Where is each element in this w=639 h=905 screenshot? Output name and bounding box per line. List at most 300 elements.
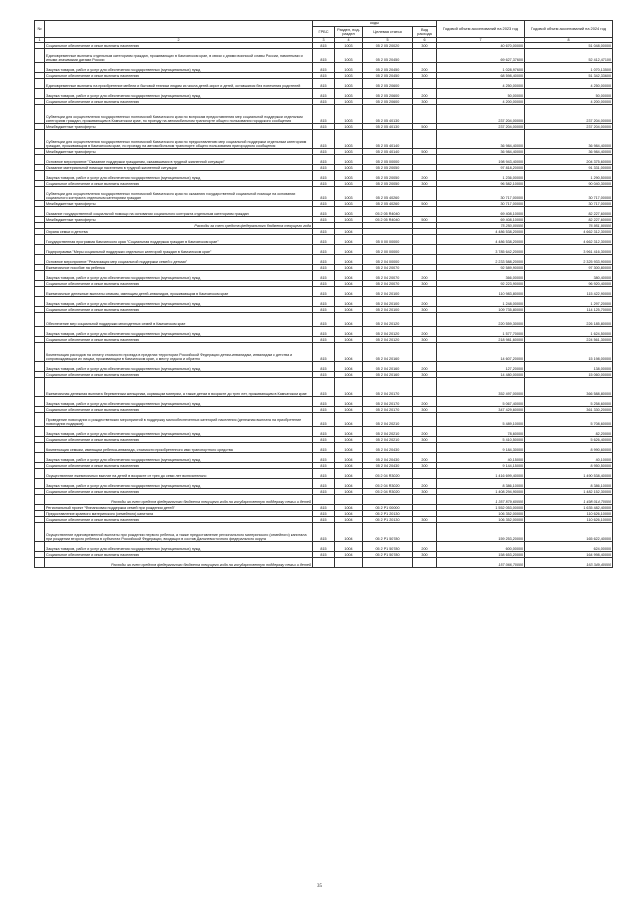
row-section-cell: 1004	[335, 245, 363, 255]
row-name-cell: Закупка товаров, работ и услуг для обеспечения государственных (муниципальных) нужд	[45, 89, 313, 99]
row-2024-cell: 82,20000	[525, 427, 613, 437]
row-section-cell: 1004	[335, 255, 363, 265]
row-exptype-cell	[413, 343, 437, 362]
row-grbs-cell: 815	[313, 171, 335, 181]
table-row	[35, 187, 613, 201]
row-grbs-cell: 815	[313, 523, 335, 542]
row-exptype-cell: 300	[413, 489, 437, 495]
row-2024-cell: 5 708,60000	[525, 413, 613, 427]
row-grbs-cell: 815	[313, 437, 335, 443]
row-section-cell: 1004	[335, 463, 363, 469]
row-2023-cell: 30 717,00000	[437, 187, 525, 201]
row-name-cell: Межбюджетные трансферты	[45, 217, 313, 223]
row-exptype-cell	[413, 255, 437, 265]
table-row	[35, 558, 613, 568]
row-section-cell: 1004	[335, 307, 363, 313]
row-name-cell: Обеспечение мер социальной поддержки многодетных семей в Камчатском крае	[45, 313, 313, 327]
row-name-cell: Закупка товаров, работ и услуг для обеспечения государственных (муниципальных) нужд	[45, 453, 313, 463]
row-2024-cell: 4 200,00000	[525, 99, 613, 105]
row-2024-cell: 366 588,80000	[525, 378, 613, 397]
row-name-cell: Проведение новогодних и рождественских мероприятий в поддержку малообеспеченных категорий населения (денежная выплата на приобретение новогодних подарков)	[45, 413, 313, 427]
table-row	[35, 453, 613, 463]
row-name-cell: Оказание государственной социальной помощи на основании социального контракта отдельным категориям граждан	[45, 207, 313, 217]
row-exptype-cell	[413, 378, 437, 397]
row-2023-cell: 600,00000	[437, 542, 525, 552]
row-name-cell: Закупка товаров, работ и услуг для обеспечения государственных (муниципальных) нужд	[45, 427, 313, 437]
row-2024-cell: 1 635 482,40000	[525, 505, 613, 511]
row-target-cell: 05 2 04 20430	[363, 443, 413, 453]
row-target-cell: 05 2 04 20160	[363, 362, 413, 372]
row-target-cell: 05 2 04 20120	[363, 337, 413, 343]
row-exptype-cell	[413, 235, 437, 245]
row-grbs-cell: 815	[313, 281, 335, 287]
row-exptype-cell: 300	[413, 43, 437, 49]
row-section-cell: 1004	[335, 362, 363, 372]
row-2024-cell: 96 920,40000	[525, 281, 613, 287]
row-2023-cell: 14 607,20000	[437, 343, 525, 362]
row-target-cell: 05 2 05 20450	[363, 73, 413, 79]
row-name-cell: Единовременные выплаты на приобретение мебели и бытовой техники людям из числа детей-сирот и детей, оставшихся без попечения родителей	[45, 79, 313, 89]
row-exptype-cell: 300	[413, 99, 437, 105]
row-target-cell: 05 2 04 R3020	[363, 479, 413, 489]
row-name-cell: Расходы за счет средств федерального бюджета текущего года на государственную поддержку семьи и детей	[45, 495, 313, 505]
row-name-cell: Субвенции для осуществления государственных полномочий Камчатского края по оказанию государственной социальной помощи на основании социального контракта отдельным категориям граждан	[45, 187, 313, 201]
row-exptype-cell	[413, 155, 437, 165]
row-exptype-cell: 200	[413, 297, 437, 307]
row-2024-cell: 237 204,00000	[525, 105, 613, 124]
row-target-cell: 05 2 05 40130	[363, 124, 413, 130]
row-no-cell	[35, 297, 45, 307]
row-2024-cell: 52 412,47100	[525, 49, 613, 63]
row-exptype-cell: 300	[413, 463, 437, 469]
row-2024-cell: 82 227,60000	[525, 207, 613, 217]
row-2023-cell: 106 352,00000	[437, 517, 525, 523]
row-exptype-cell: 500	[413, 201, 437, 207]
row-exptype-cell: 200	[413, 453, 437, 463]
row-section-cell: 1004	[335, 235, 363, 245]
row-name-cell: Субвенции для осуществления государственных полномочий Камчатского края по вопросам предоставления мер социальной поддержки отдельным категориям граждан, проживающим в Камчатском крае, по проезду на автомобильном транспорте общего пользования городского сообщения	[45, 105, 313, 124]
row-target-cell: 05 2 04 20070	[363, 265, 413, 271]
row-2023-cell: 40 670,00000	[437, 43, 525, 49]
row-2023-cell: 109 735,80000	[437, 307, 525, 313]
row-name-cell: Социальное обеспечение и иные выплаты населению	[45, 281, 313, 287]
row-grbs-cell: 815	[313, 187, 335, 201]
row-2023-cell: 9 144,15000	[437, 463, 525, 469]
row-2023-cell: 237 204,00000	[437, 105, 525, 124]
row-2024-cell: 36 984,40000	[525, 149, 613, 155]
row-section-cell: 1003	[335, 187, 363, 201]
row-no-cell	[35, 245, 45, 255]
row-grbs-cell: 815	[313, 297, 335, 307]
row-exptype-cell: 300	[413, 307, 437, 313]
table-row	[35, 327, 613, 337]
col-number: 3	[313, 38, 335, 43]
row-2023-cell: 14 480,00000	[437, 372, 525, 378]
row-grbs-cell: 815	[313, 453, 335, 463]
row-2024-cell: 110 626,10000	[525, 517, 613, 523]
row-2024-cell: 1 297,20000	[525, 297, 613, 307]
row-section-cell: 1003	[335, 165, 363, 171]
row-exptype-cell: 200	[413, 63, 437, 73]
row-2023-cell: 237 204,00000	[437, 124, 525, 130]
table-row	[35, 255, 613, 265]
row-grbs-cell: 815	[313, 463, 335, 469]
row-target-cell: 05 2 04 R3020	[363, 469, 413, 479]
table-row	[35, 155, 613, 165]
row-target-cell	[363, 495, 413, 505]
row-2023-cell: 30 717,00000	[437, 201, 525, 207]
row-no-cell	[35, 327, 45, 337]
row-no-cell	[35, 313, 45, 327]
row-target-cell: 05 2 04 20160	[363, 343, 413, 362]
row-2024-cell: 165 622,40000	[525, 523, 613, 542]
row-2024-cell: 138,00000	[525, 362, 613, 372]
row-2024-cell: 163 349,40000	[525, 558, 613, 568]
row-target-cell: 05 2 05 20020	[363, 43, 413, 49]
row-no-cell	[35, 63, 45, 73]
row-2024-cell: 3 961 416,30000	[525, 245, 613, 255]
row-section-cell: 1004	[335, 297, 363, 307]
row-target-cell: 05 2 04 20100	[363, 287, 413, 297]
row-no-cell	[35, 255, 45, 265]
row-exptype-cell	[413, 187, 437, 201]
row-2024-cell: 82 227,60000	[525, 217, 613, 223]
row-name-cell: Компенсация семьям, имеющим ребенка-инвалида, стоимости приобретенного ими транспортного средства	[45, 443, 313, 453]
row-grbs-cell: 815	[313, 130, 335, 149]
row-2023-cell: 366,00000	[437, 271, 525, 281]
row-2023-cell: 96 582,10000	[437, 181, 525, 187]
table-row	[35, 245, 613, 255]
row-2023-cell: 352 497,00000	[437, 378, 525, 397]
row-target-cell: 05 2 05 20050	[363, 171, 413, 181]
row-name-cell: Государственная программа Камчатского края "Социальная поддержка граждан в Камчатском крае"	[45, 235, 313, 245]
row-section-cell: 1003	[335, 105, 363, 124]
row-target-cell: 05 2 P1 00000	[363, 505, 413, 511]
row-grbs-cell: 815	[313, 235, 335, 245]
row-2023-cell: 2 233 588,20000	[437, 255, 525, 265]
col-section-header: Раздел, под-раздел	[335, 27, 363, 38]
row-grbs-cell: 815	[313, 337, 335, 343]
row-exptype-cell	[413, 413, 437, 427]
row-exptype-cell: 200	[413, 171, 437, 181]
row-grbs-cell: 815	[313, 511, 335, 517]
table-row	[35, 235, 613, 245]
row-2023-cell: 3 785 642,20000	[437, 245, 525, 255]
table-row	[35, 287, 613, 297]
row-grbs-cell: 815	[313, 49, 335, 63]
col-number: 6	[413, 38, 437, 43]
row-no-cell	[35, 397, 45, 407]
table-row	[35, 378, 613, 397]
row-grbs-cell: 815	[313, 105, 335, 124]
row-2023-cell: 159 253,20000	[437, 523, 525, 542]
row-exptype-cell: 200	[413, 427, 437, 437]
row-grbs-cell: 815	[313, 89, 335, 99]
row-grbs-cell	[313, 558, 335, 568]
row-no-cell	[35, 443, 45, 453]
row-exptype-cell: 200	[413, 271, 437, 281]
row-2023-cell: 106 352,00000	[437, 511, 525, 517]
row-target-cell: 05 2 05 20600	[363, 89, 413, 99]
row-name-cell: Региональный проект "Финансовая поддержка семей при рождении детей"	[45, 505, 313, 511]
row-target-cell: 05 2 04 20170	[363, 378, 413, 397]
table-row	[35, 271, 613, 281]
row-exptype-cell: 500	[413, 217, 437, 223]
row-exptype-cell	[413, 79, 437, 89]
row-grbs-cell: 815	[313, 443, 335, 453]
row-target-cell: 05 2 04 20120	[363, 327, 413, 337]
row-2023-cell: 198 943,40000	[437, 155, 525, 165]
row-2024-cell: 224 561,30000	[525, 337, 613, 343]
row-section-cell: 1004	[335, 479, 363, 489]
row-target-cell: 05 2 00 00000	[363, 245, 413, 255]
row-grbs-cell: 815	[313, 271, 335, 281]
row-exptype-cell	[413, 245, 437, 255]
row-name-cell: Закупка товаров, работ и услуг для обеспечения государственных (муниципальных) нужд	[45, 362, 313, 372]
row-2024-cell: 4 662 312,30000	[525, 235, 613, 245]
row-2023-cell: 4 200,00000	[437, 99, 525, 105]
row-name-cell: Оказание материальной помощи населению в трудной жизненной ситуации	[45, 165, 313, 171]
row-2023-cell: 5 489,10000	[437, 413, 525, 427]
row-target-cell: 05 2 P1 20130	[363, 511, 413, 517]
row-grbs-cell: 815	[313, 63, 335, 73]
table-row	[35, 443, 613, 453]
row-target-cell: 05 2 P1 50780	[363, 523, 413, 542]
row-target-cell: 05 2 05 40130	[363, 105, 413, 124]
row-name-cell: Ежемесячная денежная выплата беременным женщинам, кормящим матерям, а также детям в возрасте до трех лет, проживающим в Камчатском крае	[45, 378, 313, 397]
row-exptype-cell	[413, 207, 437, 217]
row-exptype-cell: 200	[413, 479, 437, 489]
page-number: 35	[317, 884, 322, 889]
row-2024-cell: 97 300,80000	[525, 265, 613, 271]
row-2023-cell: 36 984,40000	[437, 130, 525, 149]
row-name-cell: Межбюджетные трансферты	[45, 149, 313, 155]
table-row	[35, 130, 613, 149]
row-2023-cell: 69 408,10000	[437, 217, 525, 223]
codes-header: коды	[313, 21, 437, 27]
row-exptype-cell	[413, 105, 437, 124]
row-2024-cell: 1 490 538,40000	[525, 469, 613, 479]
row-section-cell: 1004	[335, 437, 363, 443]
row-no-cell	[35, 343, 45, 362]
row-target-cell: 05 2 05 R4040	[363, 217, 413, 223]
row-exptype-cell: 300	[413, 437, 437, 443]
row-section-cell: 1003	[335, 201, 363, 207]
row-name-cell: Межбюджетные трансферты	[45, 201, 313, 207]
row-2024-cell: 91 331,00000	[525, 165, 613, 171]
row-section-cell: 1003	[335, 63, 363, 73]
table-row	[35, 63, 613, 73]
row-target-cell: 05 2 05 20450	[363, 49, 413, 63]
row-exptype-cell	[413, 523, 437, 542]
row-grbs-cell: 815	[313, 287, 335, 297]
row-section-cell: 1004	[335, 469, 363, 479]
row-no-cell	[35, 479, 45, 489]
row-name-cell: Социальное обеспечение и иные выплаты населению	[45, 407, 313, 413]
row-no-cell	[35, 187, 45, 201]
row-2023-cell: 1 552 053,00000	[437, 505, 525, 511]
row-name-cell: Субвенции для осуществления государственных полномочий Камчатского края по предоставлению мер социальной поддержки отдельным категориям граждан, проживающим в Камчатском крае, по проезду на автомобильном транспорте общего пользования пригородного сообщения	[45, 130, 313, 149]
row-2023-cell: 4 250,00000	[437, 79, 525, 89]
row-name-cell: Осуществление ежемесячных выплат на детей в возрасте от трех до семи лет включительно	[45, 469, 313, 479]
row-target-cell: 05 2 05 20600	[363, 79, 413, 89]
row-2023-cell: 1 416 699,40000	[437, 469, 525, 479]
row-exptype-cell: 300	[413, 337, 437, 343]
row-name-cell: Социальное обеспечение и иные выплаты населению	[45, 489, 313, 495]
row-section-cell: 1004	[335, 542, 363, 552]
row-grbs-cell: 815	[313, 552, 335, 558]
row-no-cell	[35, 453, 45, 463]
row-target-cell: 05 2 05 20050	[363, 181, 413, 187]
row-2023-cell: 127,20000	[437, 362, 525, 372]
row-name-cell: Закупка товаров, работ и услуг для обеспечения государственных (муниципальных) нужд	[45, 63, 313, 73]
row-2023-cell: 158 653,20000	[437, 552, 525, 558]
row-name-cell: Ежемесячное пособие на ребенка	[45, 265, 313, 271]
row-2023-cell: 50,00000	[437, 89, 525, 99]
row-section-cell: 1004	[335, 327, 363, 337]
row-2024-cell: 30 717,00000	[525, 201, 613, 207]
row-2024-cell: 226 185,80000	[525, 313, 613, 327]
row-2024-cell: 624,00000	[525, 542, 613, 552]
row-2023-cell: 1 357 879,60000	[437, 495, 525, 505]
row-name-cell: Осуществление единовременной выплаты при рождении первого ребенка, а также предоставление регионального материнского (семейного) капитала при рождении второго ребенка в субъектах Российской Федерации, входящих в состав Дальневосточного федерального округа	[45, 523, 313, 542]
row-2023-cell: 5 067,40000	[437, 397, 525, 407]
row-2024-cell: 204 375,60000	[525, 155, 613, 165]
row-grbs-cell: 815	[313, 207, 335, 217]
row-grbs-cell: 815	[313, 362, 335, 372]
col-name-header	[45, 21, 313, 38]
row-2024-cell: 5 258,60000	[525, 397, 613, 407]
row-2023-cell: 1 408 294,90000	[437, 489, 525, 495]
col-number: 2	[45, 38, 313, 43]
row-target-cell: 05 2 04 20210	[363, 427, 413, 437]
row-exptype-cell: 200	[413, 397, 437, 407]
row-2024-cell: 114 125,70000	[525, 307, 613, 313]
row-name-cell: Социальное обеспечение и иные выплаты населению	[45, 552, 313, 558]
row-2024-cell: 15 198,00000	[525, 343, 613, 362]
row-section-cell: 1004	[335, 397, 363, 407]
row-grbs-cell: 815	[313, 229, 335, 235]
col-target-header: Целевая статья	[363, 27, 413, 38]
row-grbs-cell: 815	[313, 124, 335, 130]
row-name-cell: Социальное обеспечение и иные выплаты населению	[45, 337, 313, 343]
row-section-cell: 1003	[335, 79, 363, 89]
row-2024-cell: 90 040,30000	[525, 181, 613, 187]
row-name-cell: Компенсация расходов на оплату стоимости проезда в пределах территории Российской Федерации детям-инвалидам, инвалидам с детства и сопровождающим их лицам, проживающим в Камчатском крае, к месту отдыха и обратно	[45, 343, 313, 362]
row-section-cell: 1003	[335, 99, 363, 105]
col-2024-header: Годовой объем ассигнований на 2024 год	[525, 21, 613, 38]
row-section-cell: 1003	[335, 149, 363, 155]
row-exptype-cell: 300	[413, 517, 437, 523]
table-row	[35, 362, 613, 372]
table-body	[35, 43, 613, 568]
row-2024-cell: 15 060,00000	[525, 372, 613, 378]
row-2024-cell: 8 386,10000	[525, 479, 613, 489]
table-row	[35, 79, 613, 89]
row-name-cell: Расходы за счет средств федерального бюджета текущего года на государственную поддержку семьи и детей	[45, 558, 313, 568]
row-target-cell: 05 2 04 20170	[363, 407, 413, 413]
row-2024-cell: 50,00000	[525, 89, 613, 99]
row-target-cell	[363, 558, 413, 568]
row-2024-cell: 51 048,00000	[525, 43, 613, 49]
row-section-cell: 1003	[335, 217, 363, 223]
row-2023-cell: 1 248,00000	[437, 297, 525, 307]
row-exptype-cell	[413, 130, 437, 149]
row-target-cell: 05 2 05 R4040	[363, 207, 413, 217]
table-row	[35, 413, 613, 427]
table-row	[35, 49, 613, 63]
row-2024-cell: 36 984,40000	[525, 130, 613, 149]
row-name-cell: Межбюджетные трансферты	[45, 124, 313, 130]
row-section-cell	[335, 495, 363, 505]
row-name-cell: Социальное обеспечение и иные выплаты населению	[45, 463, 313, 469]
row-grbs-cell: 815	[313, 343, 335, 362]
row-no-cell	[35, 413, 45, 427]
row-exptype-cell: 300	[413, 281, 437, 287]
row-target-cell: 05 2 05 20050	[363, 165, 413, 171]
row-section-cell: 1003	[335, 207, 363, 217]
row-name-cell: Подпрограмма "Меры социальной поддержки отдельных категорий граждан в Камчатском крае"	[45, 245, 313, 255]
row-exptype-cell: 200	[413, 89, 437, 99]
row-section-cell: 1004	[335, 505, 363, 511]
row-exptype-cell: 300	[413, 372, 437, 378]
budget-table	[34, 20, 613, 568]
row-2024-cell: 8 990,60000	[525, 443, 613, 453]
row-grbs-cell: 815	[313, 407, 335, 413]
row-2023-cell: 69 408,10000	[437, 207, 525, 217]
row-2023-cell: 78,60000	[437, 427, 525, 437]
row-grbs-cell: 815	[313, 245, 335, 255]
table-row	[35, 207, 613, 217]
col-no-header: №	[35, 21, 45, 38]
row-2024-cell: 1 070,13500	[525, 63, 613, 73]
row-section-cell: 1003	[335, 124, 363, 130]
row-section-cell: 1004	[335, 343, 363, 362]
row-2023-cell: 40,15000	[437, 453, 525, 463]
row-section-cell: 1003	[335, 130, 363, 149]
row-section-cell: 1004	[335, 443, 363, 453]
row-grbs-cell: 815	[313, 378, 335, 397]
table-row	[35, 313, 613, 327]
row-2023-cell: 4 486 538,20000	[437, 229, 525, 235]
row-section-cell: 1004	[335, 511, 363, 517]
row-exptype-cell	[413, 495, 437, 505]
row-2023-cell: 36 984,40000	[437, 149, 525, 155]
row-section-cell: 1004	[335, 287, 363, 297]
row-no-cell	[35, 558, 45, 568]
row-grbs-cell: 815	[313, 542, 335, 552]
row-section-cell: 1004	[335, 229, 363, 235]
row-name-cell: Закупка товаров, работ и услуг для обеспечения государственных (муниципальных) нужд	[45, 271, 313, 281]
col-exptype-header: Вид расхода	[413, 27, 437, 38]
row-grbs-cell: 815	[313, 79, 335, 89]
col-grbs-header: ГРБС	[313, 27, 335, 38]
row-grbs-cell: 815	[313, 73, 335, 79]
table-row	[35, 171, 613, 181]
row-2023-cell: 68 598,40000	[437, 73, 525, 79]
row-2024-cell: 1 290,50000	[525, 171, 613, 181]
row-section-cell: 1004	[335, 271, 363, 281]
row-target-cell: 05 2 04 20070	[363, 281, 413, 287]
row-2023-cell: 75 250,00000	[437, 223, 525, 229]
row-2023-cell: 92 589,90000	[437, 265, 525, 271]
row-2024-cell: 380,40000	[525, 271, 613, 281]
row-exptype-cell: 300	[413, 552, 437, 558]
row-2023-cell: 1 028,97600	[437, 63, 525, 73]
row-no-cell	[35, 542, 45, 552]
row-grbs-cell: 815	[313, 149, 335, 155]
row-section-cell: 1004	[335, 523, 363, 542]
